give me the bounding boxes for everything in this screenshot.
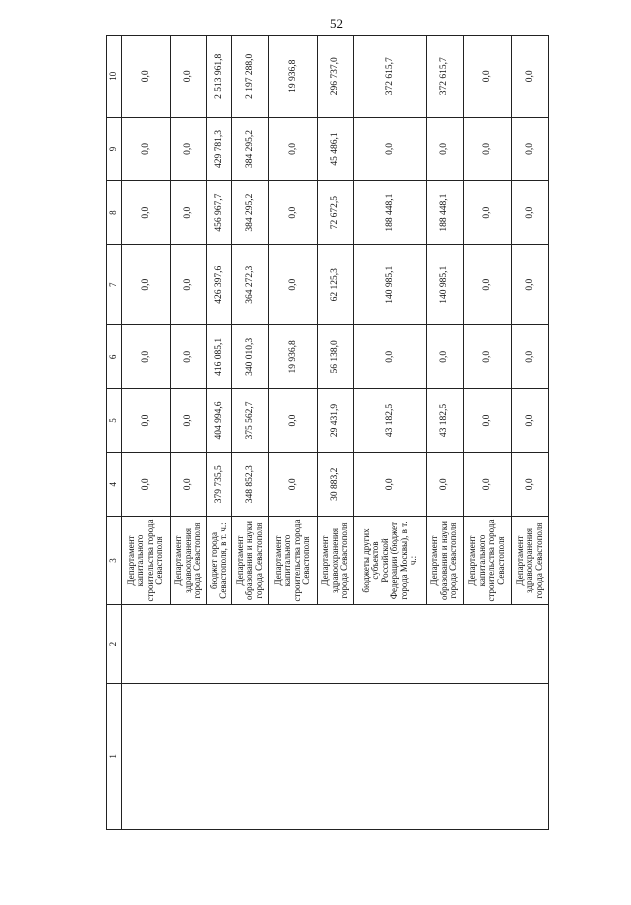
- header-cell: 3: [107, 516, 122, 605]
- recipient-cell: Департамент капитального строительства города Севастополя: [269, 516, 318, 605]
- header-cell: 5: [107, 389, 122, 453]
- total-cell: 19 936,8: [269, 36, 318, 118]
- total-cell: 0,0: [122, 36, 171, 118]
- table-row: [512, 36, 549, 830]
- value-cell: 0,0: [463, 452, 512, 516]
- value-cell: 0,0: [269, 117, 318, 181]
- table-row: [317, 36, 354, 830]
- total-cell: 0,0: [463, 36, 512, 118]
- value-cell: 188 448,1: [354, 181, 426, 245]
- value-cell: 0,0: [426, 117, 463, 181]
- value-cell: 0,0: [170, 325, 207, 389]
- table-cell-empty: [269, 683, 318, 829]
- recipient-cell: бюджеты других субъектов Российской Федерации (бюджет города Москвы), в т. ч.:: [354, 516, 426, 605]
- table-cell-empty: [269, 605, 318, 683]
- table-row: [122, 36, 171, 830]
- value-cell: 416 085,1: [207, 325, 232, 389]
- table-cell-empty: [463, 683, 512, 829]
- value-cell: 0,0: [512, 452, 549, 516]
- table-cell-empty: [170, 683, 207, 829]
- value-cell: 72 672,5: [317, 181, 354, 245]
- value-cell: 0,0: [122, 181, 171, 245]
- value-cell: 56 138,0: [317, 325, 354, 389]
- value-cell: 0,0: [122, 117, 171, 181]
- header-cell: 8: [107, 181, 122, 245]
- total-cell: 0,0: [170, 36, 207, 118]
- table-cell-empty: [426, 605, 463, 683]
- value-cell: 0,0: [122, 389, 171, 453]
- value-cell: 43 182,5: [426, 389, 463, 453]
- value-cell: 140 985,1: [426, 245, 463, 325]
- table-cell-empty: [170, 605, 207, 683]
- table-cell-empty: [354, 683, 426, 829]
- table-cell-empty: [354, 605, 426, 683]
- value-cell: 0,0: [354, 452, 426, 516]
- table-cell-empty: [207, 605, 232, 683]
- value-cell: 30 883,2: [317, 452, 354, 516]
- value-cell: 188 448,1: [426, 181, 463, 245]
- table-cell-empty: [512, 605, 549, 683]
- value-cell: 384 295,2: [232, 117, 269, 181]
- value-cell: 29 431,9: [317, 389, 354, 453]
- value-cell: 0,0: [463, 117, 512, 181]
- value-cell: 0,0: [512, 389, 549, 453]
- value-cell: 0,0: [463, 389, 512, 453]
- value-cell: 0,0: [122, 245, 171, 325]
- total-cell: 372 615,7: [354, 36, 426, 118]
- total-cell: 2 197 288,0: [232, 36, 269, 118]
- header-row: [107, 36, 122, 830]
- recipient-cell: Департамент образования и науки города Севастополя: [426, 516, 463, 605]
- header-cell: 4: [107, 452, 122, 516]
- value-cell: 0,0: [170, 181, 207, 245]
- table-row: [269, 36, 318, 830]
- header-cell: 9: [107, 117, 122, 181]
- value-cell: 456 967,7: [207, 181, 232, 245]
- value-cell: 140 985,1: [354, 245, 426, 325]
- value-cell: 0,0: [269, 181, 318, 245]
- value-cell: 0,0: [269, 245, 318, 325]
- table-row: [207, 36, 232, 830]
- recipient-cell: бюджет города Севастополя, в т. ч.:: [207, 516, 232, 605]
- table-cell-empty: [317, 605, 354, 683]
- table-cell-empty: [122, 605, 171, 683]
- table-row: [232, 36, 269, 830]
- value-cell: 0,0: [463, 245, 512, 325]
- value-cell: 340 010,3: [232, 325, 269, 389]
- value-cell: 379 735,5: [207, 452, 232, 516]
- total-cell: 296 737,0: [317, 36, 354, 118]
- value-cell: 429 781,3: [207, 117, 232, 181]
- value-cell: 0,0: [463, 325, 512, 389]
- header-cell: 6: [107, 325, 122, 389]
- header-cell: 7: [107, 245, 122, 325]
- total-cell: 0,0: [512, 36, 549, 118]
- total-cell: 2 513 961,8: [207, 36, 232, 118]
- value-cell: 364 272,3: [232, 245, 269, 325]
- table-cell-empty: [317, 683, 354, 829]
- value-cell: 0,0: [269, 452, 318, 516]
- value-cell: 0,0: [426, 325, 463, 389]
- value-cell: 19 936,8: [269, 325, 318, 389]
- table-cell-empty: [232, 605, 269, 683]
- header-cell: 1: [107, 683, 122, 829]
- total-cell: 372 615,7: [426, 36, 463, 118]
- value-cell: 0,0: [463, 181, 512, 245]
- recipient-cell: Департамент капитального строительства города Севастополя: [122, 516, 171, 605]
- value-cell: 0,0: [170, 389, 207, 453]
- value-cell: 0,0: [512, 245, 549, 325]
- value-cell: 0,0: [122, 325, 171, 389]
- value-cell: 0,0: [170, 245, 207, 325]
- value-cell: 45 486,1: [317, 117, 354, 181]
- table-row: [170, 36, 207, 830]
- value-cell: 0,0: [269, 389, 318, 453]
- table-row: [354, 36, 426, 830]
- value-cell: 375 562,7: [232, 389, 269, 453]
- page-number: 52: [330, 16, 343, 31]
- table-cell-empty: [207, 683, 232, 829]
- recipient-cell: Департамент капитального строительства города Севастополя: [463, 516, 512, 605]
- value-cell: 0,0: [354, 117, 426, 181]
- table-cell-empty: [463, 605, 512, 683]
- value-cell: 0,0: [354, 325, 426, 389]
- value-cell: 348 852,3: [232, 452, 269, 516]
- rotated-table-container: [106, 35, 549, 830]
- value-cell: 384 295,2: [232, 181, 269, 245]
- value-cell: 0,0: [426, 452, 463, 516]
- value-cell: 0,0: [512, 181, 549, 245]
- recipient-cell: Департамент здравоохранения города Севастополя: [170, 516, 207, 605]
- table-row: [426, 36, 463, 830]
- value-cell: 0,0: [122, 452, 171, 516]
- table-cell-empty: [426, 683, 463, 829]
- header-cell: 10: [107, 36, 122, 118]
- recipient-cell: Департамент здравоохранения города Севастополя: [317, 516, 354, 605]
- value-cell: 43 182,5: [354, 389, 426, 453]
- budget-table: [106, 35, 549, 830]
- value-cell: 426 397,6: [207, 245, 232, 325]
- recipient-cell: Департамент здравоохранения города Севастополя: [512, 516, 549, 605]
- value-cell: 0,0: [170, 452, 207, 516]
- table-row: [463, 36, 512, 830]
- header-cell: 2: [107, 605, 122, 683]
- table-cell-empty: [122, 683, 171, 829]
- table-cell-empty: [232, 683, 269, 829]
- recipient-cell: Департамент образования и науки города Севастополя: [232, 516, 269, 605]
- value-cell: 0,0: [512, 117, 549, 181]
- value-cell: 404 994,6: [207, 389, 232, 453]
- value-cell: 0,0: [170, 117, 207, 181]
- value-cell: 0,0: [512, 325, 549, 389]
- value-cell: 62 125,3: [317, 245, 354, 325]
- table-cell-empty: [512, 683, 549, 829]
